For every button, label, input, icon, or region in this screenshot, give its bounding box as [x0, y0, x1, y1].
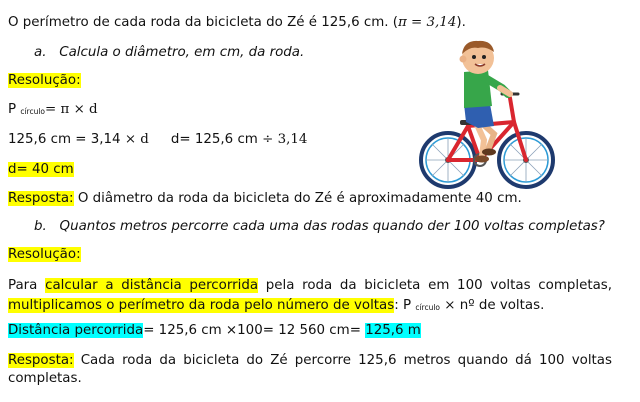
- question-a-text: Calcula o diâmetro, em cm, da roda.: [59, 45, 305, 60]
- formula-sub: círculo: [20, 107, 46, 116]
- para-times: ×: [440, 298, 460, 313]
- para-t4: nº de voltas.: [459, 298, 545, 313]
- formula-line: [8, 101, 98, 121]
- distancia-line: [8, 322, 421, 340]
- distancia-result: 125,6 m: [365, 323, 421, 338]
- d-result-line: [8, 161, 74, 179]
- question-b-text: Quantos metros percorre cada uma das rodas quando der 100 voltas completas?: [59, 219, 605, 234]
- para-t3: : P: [394, 298, 416, 313]
- resposta-b: [8, 352, 612, 388]
- resposta-b-text: Cada roda da bicicleta do Zé percorre 125,6 metros quando dá 100 voltas completas.: [8, 353, 612, 386]
- intro-text: O perímetro de cada roda da bicicleta do Zé é 125,6 cm. (: [8, 15, 398, 30]
- calc-times-d: × d: [124, 132, 149, 147]
- pi-value: π = 3,14: [398, 15, 457, 30]
- para-h2: multiplicamos o perímetro da roda pelo número de voltas: [8, 298, 395, 313]
- calc-left: 125,6 cm = 3,14: [8, 132, 121, 147]
- resposta-b-label: Resposta:: [8, 353, 74, 368]
- question-a: [34, 44, 304, 62]
- para-sub: círculo: [415, 303, 441, 312]
- formula-eq: = π × d: [45, 102, 98, 117]
- intro-close: ).: [456, 15, 466, 30]
- para-paragraph: [8, 276, 612, 318]
- calc-line: [8, 131, 307, 149]
- resolucao-b-label: Resolução:: [8, 247, 81, 262]
- intro-line: [8, 14, 466, 32]
- question-b-marker: b.: [34, 219, 47, 234]
- calc-div: ÷ 3,14: [262, 132, 308, 147]
- question-a-marker: a.: [34, 45, 47, 60]
- para-t2: pela roda da bicicleta em 100 voltas completas,: [258, 278, 613, 293]
- resposta-a-text: O diâmetro da roda da bicicleta do Zé é aproximadamente 40 cm.: [73, 191, 522, 206]
- para-t1: Para: [8, 278, 46, 293]
- formula-p: P: [8, 102, 17, 117]
- resolucao-a-label: Resolução:: [8, 73, 81, 88]
- resposta-a-label: Resposta:: [8, 191, 74, 206]
- para-h1: calcular a distância percorrida: [45, 278, 259, 293]
- d-result: d= 40 cm: [8, 162, 74, 177]
- distancia-label: Distância percorrida: [8, 323, 144, 338]
- distancia-calc: = 125,6 cm ×100= 12 560 cm=: [143, 323, 366, 338]
- resolucao-b: [8, 246, 81, 264]
- boy-riding-bicycle-icon: [418, 38, 556, 194]
- question-b: [34, 218, 605, 236]
- resolucao-a: [8, 72, 81, 90]
- calc-right: d= 125,6 cm: [170, 132, 258, 147]
